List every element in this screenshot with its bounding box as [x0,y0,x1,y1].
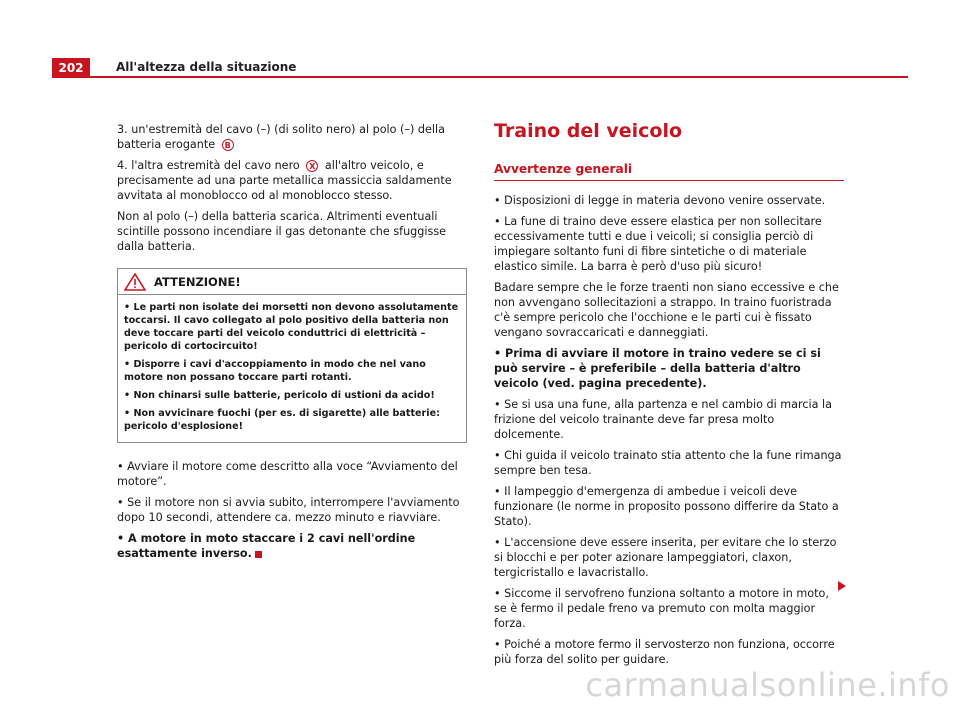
warning-header [118,269,466,295]
header-rule [52,76,908,78]
page-number: 202 [52,58,90,78]
spark-note: Non al polo (–) della batteria scarica. Altrimenti eventuali scintille possono incendiare il gas detonante che sfuggisse dalla batteria. [117,210,447,253]
warning-title: ATTENZIONE! [154,274,241,289]
section-title: Traino del veicolo [494,120,683,142]
badge-b-icon: B [222,139,234,151]
warning-item: • Non avvicinare fuochi (per es. di sigarette) alle batterie: pericolo d'esplosione! [124,408,440,432]
warning-item: • Disporre i cavi d'accoppiamento in modo che nel vano motore non possano toccare parti rotanti. [124,359,426,383]
towing-paragraph: • L'accensione deve essere inserita, per evitare che lo sterzo si blocchi e per poter azionare lampeggiatori, claxon, tergicristallo e lavacristallo. [494,536,837,579]
towing-paragraph: • Chi guida il veicolo trainato stia attento che la fune rimanga sempre ben tesa. [494,449,842,477]
left-column [117,122,467,567]
disconnect-text: • A motore in moto staccare i 2 cavi nell'ordine esattamente inverso. [117,532,416,560]
towing-paragraph: • Il lampeggio d'emergenza di ambedue i veicoli deve funzionare (le norme in proposito possono differire da Stato a Stato). [494,485,839,528]
towing-paragraph: • Poiché a motore fermo il servosterzo non funziona, occorre più forza del solito per guidare. [494,638,835,666]
retry-paragraph: • Se il motore non si avvia subito, interrompere l'avviamento dopo 10 secondi, attendere ca. mezzo minuto e riavviare. [117,496,460,524]
watermark: carmanualsonline.info [585,666,950,704]
towing-paragraph: • Disposizioni di legge in materia devono venire osservate. [494,194,826,207]
start-engine-paragraph: • Avviare il motore come descritto alla voce “Avviamento del motore”. [117,460,458,488]
towing-paragraph: Badare sempre che le forze traenti non siano eccessive e che non avvengano sollecitazioni a strappo. In traino fuoristrada c'è sempre pericolo che l'occhione e le parti cui è fissato vengano sovraccaricati e danneggiati. [494,281,839,339]
chapter-title: All'altezza della situazione [116,60,297,74]
continue-arrow-icon [838,581,846,591]
warning-box [117,268,467,443]
step-3-paragraph [117,122,467,152]
end-marker-icon [255,551,262,558]
warning-item: • Non chinarsi sulle batterie, pericolo di ustioni da acido! [124,390,435,401]
step-4-text-a: 4. l'altra estremità del cavo nero [117,159,300,172]
towing-paragraph: • Se si usa una fune, alla partenza e nel cambio di marcia la frizione del veicolo trainante deve far presa molto dolcemente. [494,398,833,441]
warning-body [118,295,466,442]
warning-item: • Le parti non isolate dei morsetti non devono assolutamente toccarsi. Il cavo collegato al polo positivo della batteria non deve toccare parti del veicolo conduttrici di elettricità – pericolo di cortocircuito! [124,302,459,352]
step-4-text-b: all'altro veicolo, e precisamente ad una parte metallica massiccia saldamente avvitata al monoblocco od al monoblocco stesso. [117,159,452,202]
step-3-text: 3. un'estremità del cavo (–) (di solito nero) al polo (–) della batteria erogante [117,123,445,151]
towing-paragraph: • Prima di avviare il motore in traino vedere se ci si può servire – è preferibile – della batteria d'altro veicolo (ved. pagina precedente). [494,347,821,390]
subsection-title: Avvertenze generali [494,162,844,181]
step-4-paragraph [117,158,467,203]
right-column [494,120,844,673]
warning-triangle-icon [124,273,146,291]
badge-x-icon: X [306,160,318,172]
towing-paragraph: • La fune di traino deve essere elastica per non sollecitare eccessivamente tutti e due i veicoli; si consiglia perciò di impiegare soltanto funi di fibre sintetiche o di materiale elastico simile. La barra è però d'uso più sicuro! [494,215,822,273]
disconnect-paragraph [117,531,467,561]
towing-paragraph: • Siccome il servofreno funziona soltanto a motore in moto, se è fermo il pedale freno va premuto con molta maggior forza. [494,587,829,630]
